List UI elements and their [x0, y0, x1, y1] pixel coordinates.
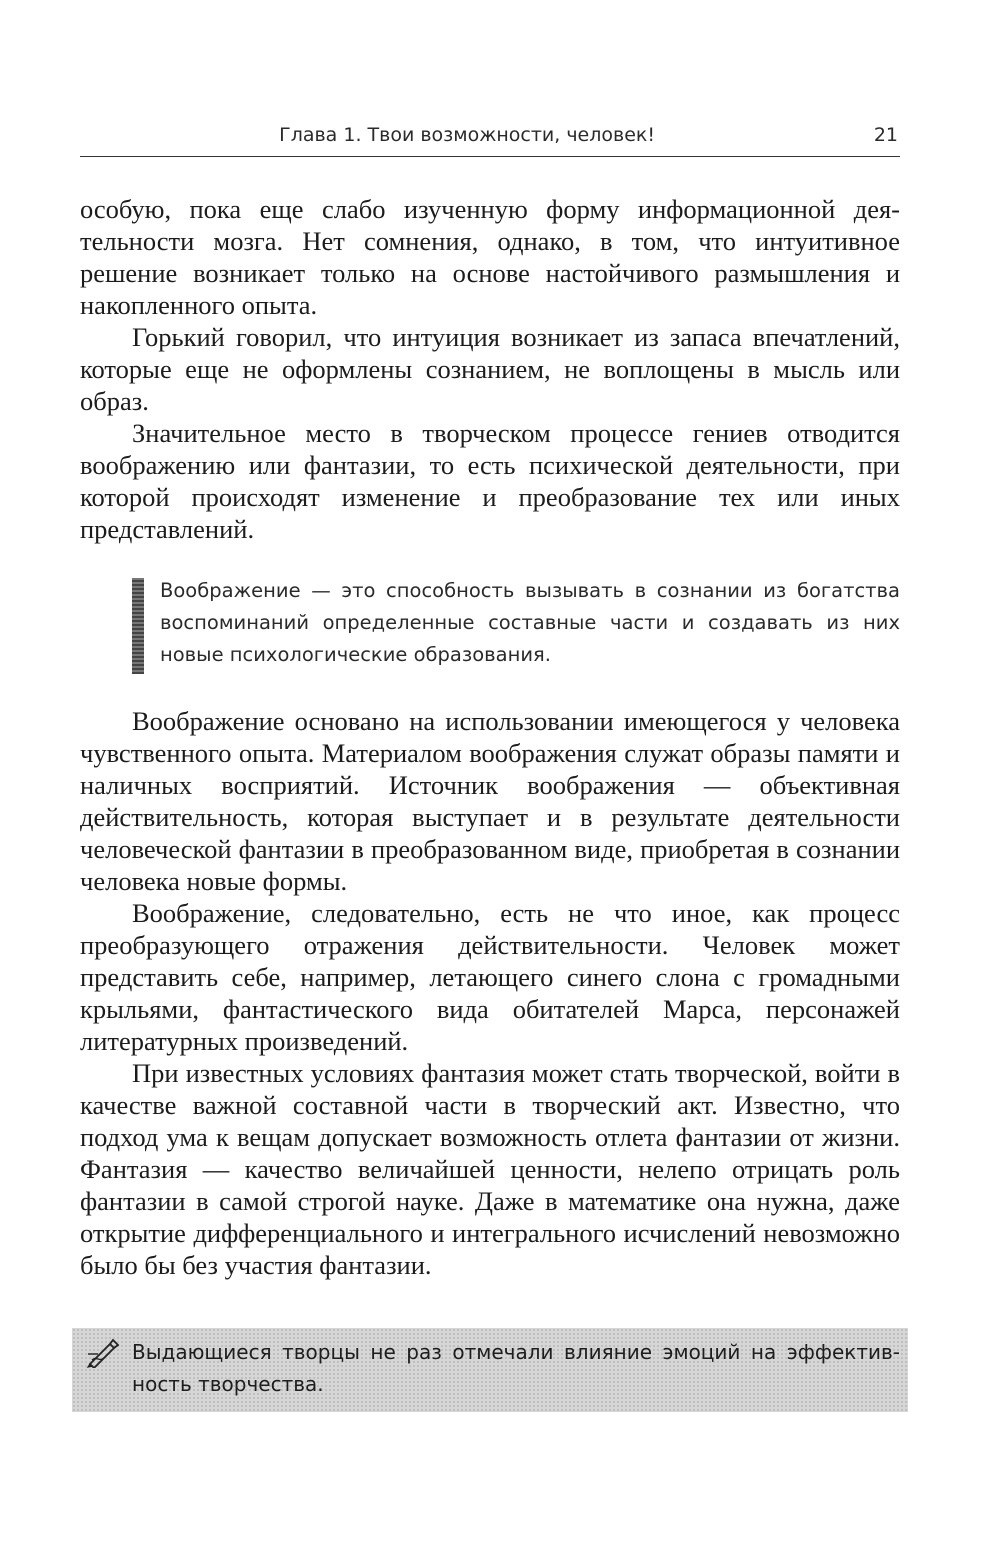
book-page: [80, 0, 900, 1557]
paragraph-3: Значительное место в творческом процессе гениев отводится воображению или фантазии, то есть психической деятельности, при которой происходят изменение и преобразование тех или иных представлений.: [80, 418, 900, 544]
main-text: [80, 193, 900, 1281]
note-box: [72, 1328, 908, 1412]
definition-box: [80, 575, 900, 671]
paragraph-2: Горький говорил, что интуиция возникает из запаса впечатлений, которые еще не оформлены сознанием, не воплощены в мысль или образ.: [80, 322, 900, 416]
pen-icon: [86, 1338, 120, 1368]
paragraph-5: Воображение, следовательно, есть не что иное, как процесс преобразующего отражения действительности. Человек может представить себе, например, летающего синего слона с громадными крыльями, фантастического вида обитателей Марса, персонажей литературных произведений.: [80, 898, 900, 1056]
paragraph-4: Воображение основано на использовании имеющегося у человека чувственного опыта. Материалом воображения служат образы памяти и наличных восприятий. Источник воображения — объективная действительность, которая выступает и в результате деятельности человеческой фантазии в преобразованном виде, приобретая в сознании человека новые формы.: [80, 706, 900, 896]
running-header: [80, 120, 900, 157]
definition-bar: [132, 578, 144, 674]
paragraph-6: При известных условиях фантазия может стать творческой, войти в качестве важной составной части в творческий акт. Известно, что подход ума к вещам допускает возможность отлета фантазии от жизни. Фантазия — качество величайшей ценности, нелепо отрицать роль фантазии в самой строгой науке. Даже в математике она нужна, даже открытие дифференциального и интегрального исчислений невозможно было бы без участия фантазии.: [80, 1058, 900, 1280]
note-text: Выдающиеся творцы не раз отмечали влияние эмоций на эффективность творчества.: [132, 1340, 900, 1396]
paragraph-1: особую, пока еще слабо изученную форму информационной деятельности мозга. Нет сомнения, однако, в том, что интуитивное решение возникает только на основе настойчивого размышления и накопленного опыта.: [80, 194, 900, 320]
page-number: 21: [873, 124, 898, 146]
definition-text: Воображение — это способность вызывать в сознании из богатства воспоминаний определенные составные части и создавать из них новые психологические образования.: [160, 579, 900, 666]
chapter-title: Глава 1. Твои возможности, человек!: [279, 124, 655, 146]
